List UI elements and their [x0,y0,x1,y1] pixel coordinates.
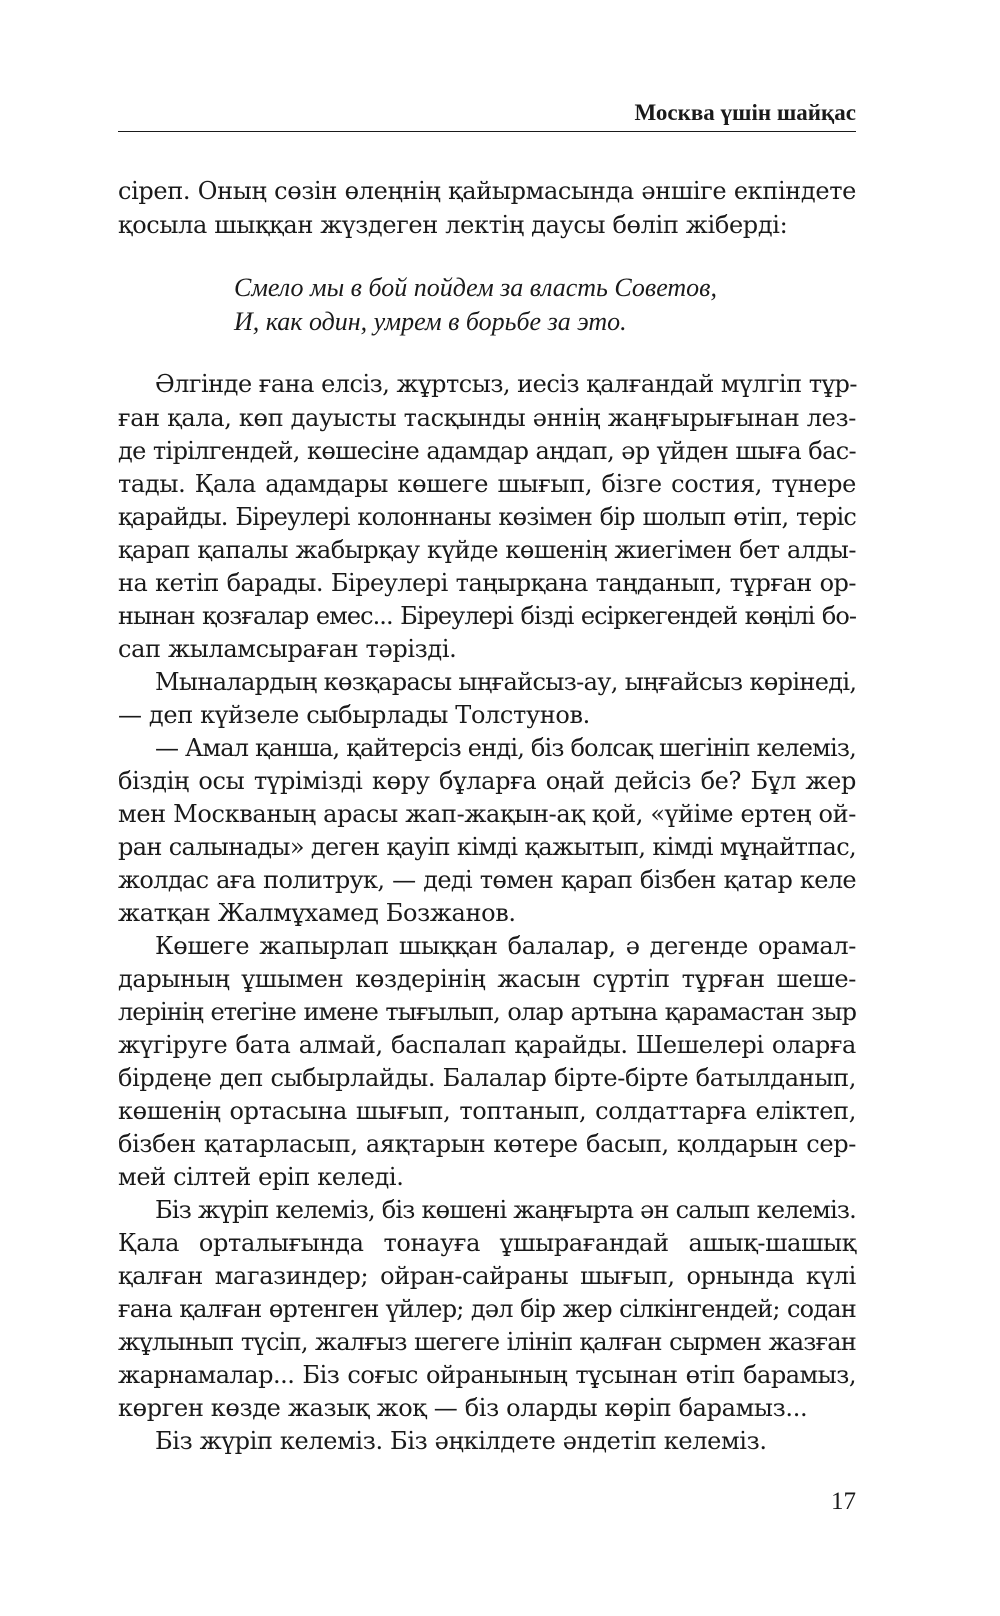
text-line: жұлынып түсіп, жалғыз шегеге ілініп қалған сырмен жазған [118,1328,856,1356]
text-line: жүгіруге бата алмай, баспалап қарайды. Шешелері оларға [118,1031,856,1059]
text-line: — Амал қанша, қайтерсіз енді, біз болсақ шегініп келеміз, [155,734,856,762]
text-line: көрген көзде жазық жоқ — біз оларды көріп барамыз... [118,1394,808,1422]
text-line: жарнамалар... Біз соғыс ойранының тұсынан өтіп барамыз, [118,1361,856,1389]
text-line: сап жыламсыраған тәрізді. [118,635,457,663]
text-line: бізбен қатарласып, аяқтарын көтере басып, қолдарын сер- [118,1130,856,1158]
text-line: лерінің етегіне имене тығылып, олар артына қарамастан зыр [118,998,856,1026]
text-line: қалған магазиндер; ойран-сайраны шығып, орнында күлі [118,1262,856,1290]
text-line: ғана қалған өртенген үйлер; дәл бір жер сілкінгендей; содан [118,1295,856,1323]
text-line: Қала орталығында тонауға ұшырағандай ашық-шашық [118,1229,856,1257]
text-line: жолдас аға политрук, — деді төмен қарап бізбен қатар келе [118,866,856,894]
text-line: дарының ұшымен көздерінің жасын сүртіп тұрған шеше- [118,965,856,993]
text-line: біздің осы түрімізді көру бұларға оңай дейсіз бе? Бұл жер [118,767,856,795]
text-line: Біз жүріп келеміз, біз көшені жаңғырта ән салып келеміз. [155,1196,856,1224]
text-line: тады. Қала адамдары көшеге шығып, бізге состия, түнере [118,470,856,498]
header-rule [118,131,856,132]
text-line: ран салынады» деген қауіп кімді қажытып, кімді мұңайтпас, [118,833,856,861]
text-line: жатқан Жалмұхамед Бозжанов. [118,899,516,927]
text-line: — деп күйзеле сыбырлады Толстунов. [118,701,590,729]
text-line: нынан қозғалар емес... Біреулері бізді есіркегендей көңілі бо- [118,602,856,630]
text-line: Біз жүріп келеміз. Біз әңкілдете әндетіп келеміз. [155,1427,767,1455]
text-line: бірдеңе деп сыбырлайды. Балалар бірте-бірте батылданып, [118,1064,856,1092]
text-line: мен Москваның арасы жап-жақын-ақ қой, «үйіме ертең ой- [118,800,856,828]
text-line: мей сілтей еріп келеді. [118,1163,404,1191]
text-line: көшенің ортасына шығып, топтанып, солдаттарға еліктеп, [118,1097,856,1125]
running-title: Москва үшін шайқас [634,100,856,125]
poem-line: И, как один, умрем в борьбе за это. [234,307,627,336]
text-line: де тірілгендей, көшесіне адамдар аңдап, әр үйден шыға бас- [118,437,856,465]
poem-line: Смело мы в бой пойдем за власть Советов, [234,273,717,302]
page-number: 17 [831,1488,856,1515]
text-line: на кетіп барады. Біреулері таңырқана таңданып, тұрған ор- [118,569,856,597]
text-line: Көшеге жапырлап шыққан балалар, ә дегенде орамал- [155,932,856,960]
text-line: сіреп. Оның сөзін өлеңнің қайырмасында әншіге екпіндете [118,177,856,205]
text-line: қарап қапалы жабырқау күйде көшенің жиегімен бет алды- [118,536,856,564]
text-line: қарайды. Біреулері колоннаны көзімен бір шолып өтіп, теріс [118,503,856,531]
text-line: ған қала, көп дауысты тасқынды әннің жаңғырығынан лез- [118,404,856,432]
text-line: Мыналардың көзқарасы ыңғайсыз-ау, ыңғайсыз көрінеді, [155,668,857,696]
text-line: қосыла шыққан жүздеген лектің даусы бөліп жіберді: [118,211,788,239]
text-line: Әлгінде ғана елсіз, жұртсыз, иесіз қалғандай мүлгіп тұр- [155,370,858,398]
